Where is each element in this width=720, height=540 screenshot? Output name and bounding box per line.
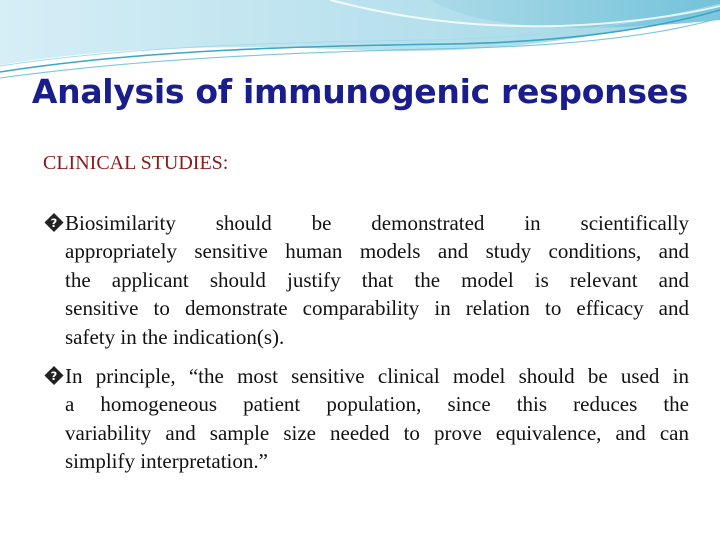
bullet-paragraph-1 bbox=[43, 209, 689, 351]
bullet-line bbox=[43, 209, 689, 237]
bullet-line: the applicant should justify that the model is relevant and bbox=[65, 267, 689, 292]
replacement-character-icon bbox=[43, 212, 65, 233]
bullet-line: appropriately sensitive human models and study conditions, and bbox=[65, 239, 689, 264]
bullet-paragraph-2 bbox=[43, 362, 689, 476]
bullet-text: Biosimilarity should be demonstrated in scientifically bbox=[65, 211, 689, 235]
bullet-line bbox=[43, 362, 689, 390]
bullet-line: a homogeneous patient population, since this reduces the bbox=[65, 392, 689, 417]
replacement-character-icon bbox=[43, 365, 65, 386]
section-heading: CLINICAL STUDIES: bbox=[43, 152, 229, 174]
svg-text:?: ? bbox=[50, 368, 58, 383]
bullet-text: In principle, “the most sensitive clinical model should be used in bbox=[65, 364, 689, 388]
bullet-line: sensitive to demonstrate comparability in relation to efficacy and bbox=[65, 296, 689, 321]
bullet-line: variability and sample size needed to prove equivalence, and can bbox=[65, 420, 689, 445]
bullet-line: safety in the indication(s). bbox=[65, 324, 285, 349]
bullet-line: simplify interpretation.” bbox=[65, 449, 268, 474]
svg-text:?: ? bbox=[50, 215, 58, 230]
slide-title: Analysis of immunogenic responses bbox=[31, 72, 689, 111]
